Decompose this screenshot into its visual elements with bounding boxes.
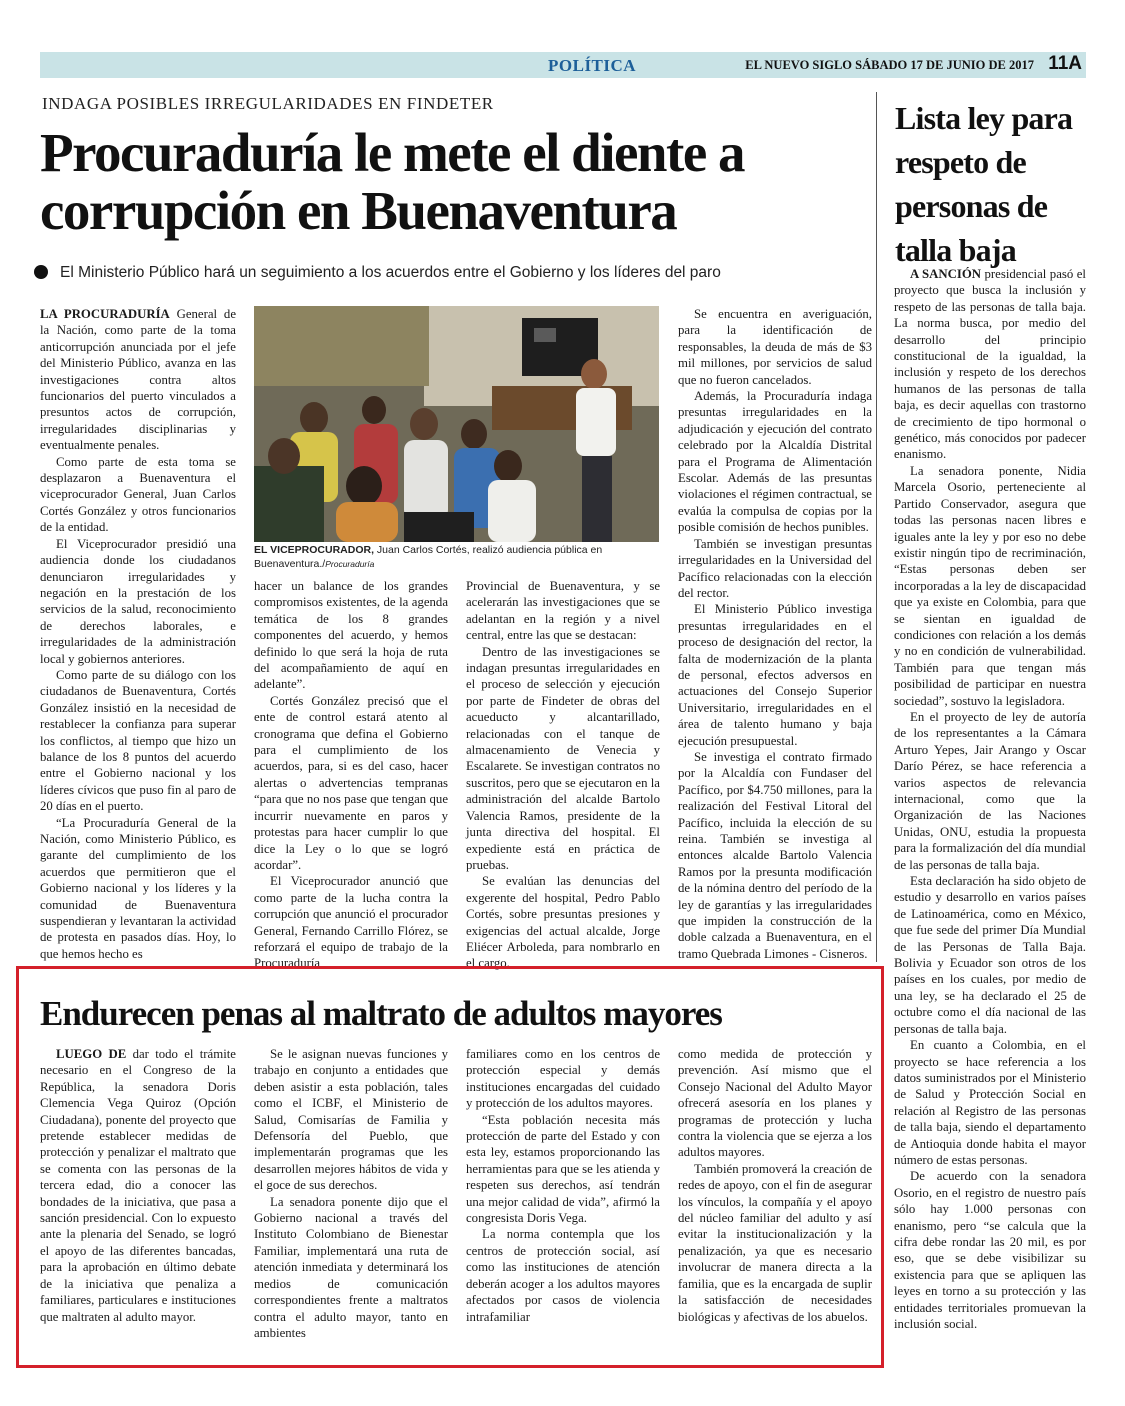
article-photo [254,306,659,542]
photo-caption [254,544,659,571]
paragraph: Se encuentra en averiguación, para la identificación de responsables, la deuda de más de $3 mil millones, por servicios de salud que no fueron cancelados. [678,307,872,387]
paragraph: LUEGO DE dar todo el trámite necesario en el Congreso de la República, la senadora Doris Clemencia Vega Quiroz (Opción Ciudadana), ponente del proyecto que pretende establecer medidas de protección y penalizar el maltrato que se comenta con las personas de la tercera edad, dio a conocer las bondades de la iniciativa, que pasa a sanción presidencial. Con lo expuesto ante la plenaria del Senado, se logró el apoyo de las diferentes bancadas, para la aprobación en último debate de la iniciativa que penaliza a familiares, particulares e instituciones que maltraten al adulto mayor. [40,1047,236,1324]
paragraph: La senadora ponente dijo que el Gobierno nacional a través del Instituto Colombiano de Bienestar Familiar, implementará una ruta de atención inmediata y determinará los medios de comunicación correspondientes frente a maltratos contra el adulto mayor, tanto en ambientes [254,1194,448,1340]
paragraph: La norma contempla que los centros de protección social, así como las instituciones de atención deberán acoger a los adultos mayores afectados por casos de violencia intrafamiliar [466,1227,660,1324]
paragraph: Se le asignan nuevas funciones y trabajo en conjunto a entidades que deben asistir a esta población, tales como el ICBF, el Ministerio de Salud, Comisarías de Familia y Defensoría del Pueblo, que implementarán programas que les desarrollen mejores hábitos de vida y el goce de sus derechos. [254,1047,448,1193]
paragraph: Además, la Procuraduría indaga presuntas irregularidades en la adjudicación y ejecución del contrato celebrado por la Alcaldía Distrital para el Programa de Alimentación Escolar. Además de las presuntas violaciones el régimen contractual, se evalúa la compulsa de copias por la posible comisión de hechos punibles. [678,389,872,535]
paragraph: “Esta población necesita más protección de parte del Estado y con esta ley, estamos proporcionando las herramientas para que se les atienda y respeten sus derechos, así tendrán una mejor calidad de vida”, afirmó la congresista Doris Vega. [466,1112,660,1226]
paragraph: También promoverá la creación de redes de apoyo, con el fin de asegurar los vínculos, la compañía y el apoyo del núcleo familiar del adulto y así evitar la institucionalización y la penalización, ya que es necesario involucrar de manera directa a la familia, que es la encargada de suplir la satisfacción de necesidades biológicas y afectivas de los abuelos. [678,1161,872,1324]
paragraph: Como parte de esta toma se desplazaron a Buenaventura el viceprocurador General, Juan Carlos Cortés González y otros funcionarios de la entidad. [40,454,236,535]
sidebar-column [894,266,1086,1332]
paragraph: El Ministerio Público investiga presuntas irregularidades en el proceso de designación del rector, la falta de modernización de la planta de personal, efectos adversos en actuaciones del Consejo Superior Universitario, irregularidades en el área de talento humano y baja ejecución presupuestal. [678,602,872,748]
page-number: 11A [1048,53,1082,74]
bullet-icon [34,265,48,279]
paragraph: hacer un balance de los grandes compromisos existentes, de la agenda temática de los 8 grandes componentes del acuerdo, y hemos definido lo que será la hoja de ruta del acompañamiento de aquí en adelante”. [254,579,448,692]
article-deck [34,264,721,282]
paragraph: Como parte de su diálogo con los ciudadanos de Buenaventura, Cortés González insistió en la necesidad de restablecer la confianza para superar los conflictos, al tiempo que hizo un balance de los 8 puntos del acuerdo entre el Gobierno nacional y los líderes cívicos que puso fin al paro de 20 días en el puerto. [40,667,236,814]
section-banner [40,52,1086,78]
paragraph: De acuerdo con la senadora Osorio, en el registro de nuestro país sólo hay 1.000 personas con enanismo, pero “se calcula que la cifra debe rondar las 20 mil, es por eso, que se debe visibilizar su existencia para que se apliquen las leyes en torno a su protección y las entidades territoriales promuevan la inclusión social. [894,1169,1086,1331]
paragraph: como medida de protección y prevención. Así mismo que el Consejo Nacional del Adulto Mayor ofrecerá asesoría en los planes y programas de protección y lucha contra la violencia que se ejerza a los adultos mayores. [678,1047,872,1160]
lead-in: LUEGO DE [56,1047,127,1061]
caption-lead: EL VICEPROCURADOR, [254,544,374,556]
paragraph: También se investigan presuntas irregularidades en la Universidad del Pacífico relacionadas con la elección del rector. [678,536,872,600]
article-column-2 [254,578,448,972]
paragraph: Cortés González precisó que el ente de control estará atento al cronograma que defina el Gobierno para el cumplimiento de los acuerdos, para, si es del caso, hacer alertas o advertencias tempranas “para que no nos pase que tengan que incurrir nuevamente en paros y protestas para hacer cumplir lo que dice la Ley o lo que se logró acordar”. [254,693,448,872]
section-label: POLÍTICA [548,56,637,75]
paragraph: “La Procuraduría General de la Nación, como Ministerio Público, es garante del cumplimiento de los acuerdos que permitieron que el Gobierno nacional y los líderes y la comunidad de Buenaventura suspendieran y levantaran la actividad de protesta en pasados días. Hoy, lo que hemos hecho es [40,815,236,961]
paragraph: familiares como en los centros de protección especial y demás instituciones encargadas del cuidado y protección de los adultos mayores. [466,1047,660,1111]
paragraph: Dentro de las investigaciones se indagan presuntas irregularidades en el proceso de selección y ejecución por parte de Findeter de obras del acueducto y alcantarillado, relacionadas con el tanque de almacenamiento de Venecia y Escalarete. Se investigan contratos no suscritos, pero que se ejecutaron en la administración del alcalde Bartolo Valencia Ramos, presidente de la junta directiva del hospital. El expediente está en práctica de pruebas. [466,644,660,872]
article-column-4 [678,306,872,962]
paragraph: En cuanto a Colombia, en el proyecto se hace referencia a los datos suministrados por el Ministerio de Salud y Protección Social en relación al Registro de las personas de talla baja, siendo el departamento de Antioquia donde habita el mayor número de estas personas. [894,1038,1086,1167]
box-column-4 [678,1046,872,1325]
paragraph: LA PROCURADURÍA General de la Nación, como parte de la toma anticorrupción anunciada por el jefe del Ministerio Público, avanza en las investigaciones contra altos funcionarios del puerto vinculados a presuntos actos de corrupción, irregularidades disciplinarias y eventualmente penales. [40,307,236,453]
lead-in: LA PROCURADURÍA [40,307,170,321]
paragraph: El Viceprocurador presidió una audiencia donde los ciudadanos denunciaron irregularidades y negación en la prestación de los servicios de la salud, reconocimiento de derechos laborales, e irregularidades de la administración local y gobiernos anteriores. [40,536,236,666]
column-divider [876,92,877,962]
article-column-3 [466,578,660,972]
paragraph: La senadora ponente, Nidia Marcela Osorio, perteneciente al Partido Conservador, asegura que todas las personas nacen libres e iguales ante la ley y por eso no debe existir ningún tipo de recriminación, “Estas personas deben ser incorporadas a la ley de discapacidad que ya existe en Colombia, para que se sientan en igualdad de condiciones con relación a los demás y no en condición de vulnerabilidad. También para que tengan más posibilidad de participar en nuestra sociedad”, sostuvo la legisladora. [894,463,1086,708]
paragraph: Se evalúan las denuncias del exgerente del hospital, Pedro Pablo Cortés, sobre presuntas presiones y exigencias del actual alcalde, Jorge Eliécer Arboleda, para nombrarlo en el cargo. [466,874,660,971]
box-headline: Endurecen penas al maltrato de adultos mayores [40,994,722,1033]
paragraph: Esta declaración ha sido objeto de estudio y desarrollo en varios países de Latinoamérica, como en México, que fue sede del primer Día Mundial de las Personas de Talla Baja. Bolivia y Ecuador son otros de los países en los cuales, por medio de una ley, se ha declarado el 25 de octubre como el día nacional de las personas de talla baja. [894,874,1086,1036]
audience-photo-illustration [254,306,659,542]
paragraph: Provincial de Buenaventura, y se acelerarán las investigaciones que se adelantan en la región y a nivel central, entre las que se destacan: [466,579,660,643]
lead-in: A SANCIÓN [910,267,982,281]
paragraph: El Viceprocurador anunció que como parte de la lucha contra la corrupción que anunció el procurador General, Fernando Carrillo Flórez, se reforzará el equipo de trabajo de la Procuraduría [254,874,448,971]
paragraph: Se investiga el contrato firmado por la Alcaldía con Fundaser del Pacífico, por $4.750 millones, para la realización del Festival Litoral del Pacífico, incluida la elección de su reina. También se investiga al entonces alcalde Bartolo Valencia Ramos por la presunta modificación de la nómina dentro del período de la ley de garantías y las irregularidades que impiden la construcción de la doble calzada a Buenaventura, en el tramo Quebrada Limones - Cisneros. [678,749,872,961]
article-headline: Procuraduría le mete el diente a corrupción en Buenaventura [40,122,744,241]
article-column-1 [40,306,236,962]
paragraph: A SANCIÓN presidencial pasó el proyecto que busca la inclusión y respeto de las personas de talla baja. La norma busca, por medio del desarrollo del principio constitucional de la igualdad, la inclusión y respeto de los derechos humanos de las personas de talla baja, es decir aquellas con trastorno de crecimiento de tipo hormonal o genético, más conocidos por padecer enanismo. [894,267,1086,462]
deck-text: El Ministerio Público hará un seguimiento a los acuerdos entre el Gobierno y los líderes del paro [60,264,721,281]
paragraph: En el proyecto de ley de autoría de los representantes a la Cámara Arturo Yepes, Jair Arango y Oscar Darío Pérez, se hace referencia a varios aspectos de relevancia internacional, como que la Organización de las Naciones Unidas, ONU, estudia la propuesta para la formalización del día mundial de las personas de talla baja. [894,709,1086,872]
box-column-3 [466,1046,660,1325]
photo-credit: Procuraduría [325,558,375,569]
article-kicker: INDAGA POSIBLES IRREGULARIDADES EN FINDETER [42,94,494,113]
caption-text: Juan Carlos Cortés, realizó audiencia pública en Buenaventura./ [254,544,603,570]
box-column-2 [254,1046,448,1341]
box-column-1 [40,1046,236,1325]
sidebar-headline: Lista ley para respeto de personas de talla baja [895,100,1073,268]
dateline: EL NUEVO SIGLO SÁBADO 17 DE JUNIO DE 2017 [745,58,1034,72]
